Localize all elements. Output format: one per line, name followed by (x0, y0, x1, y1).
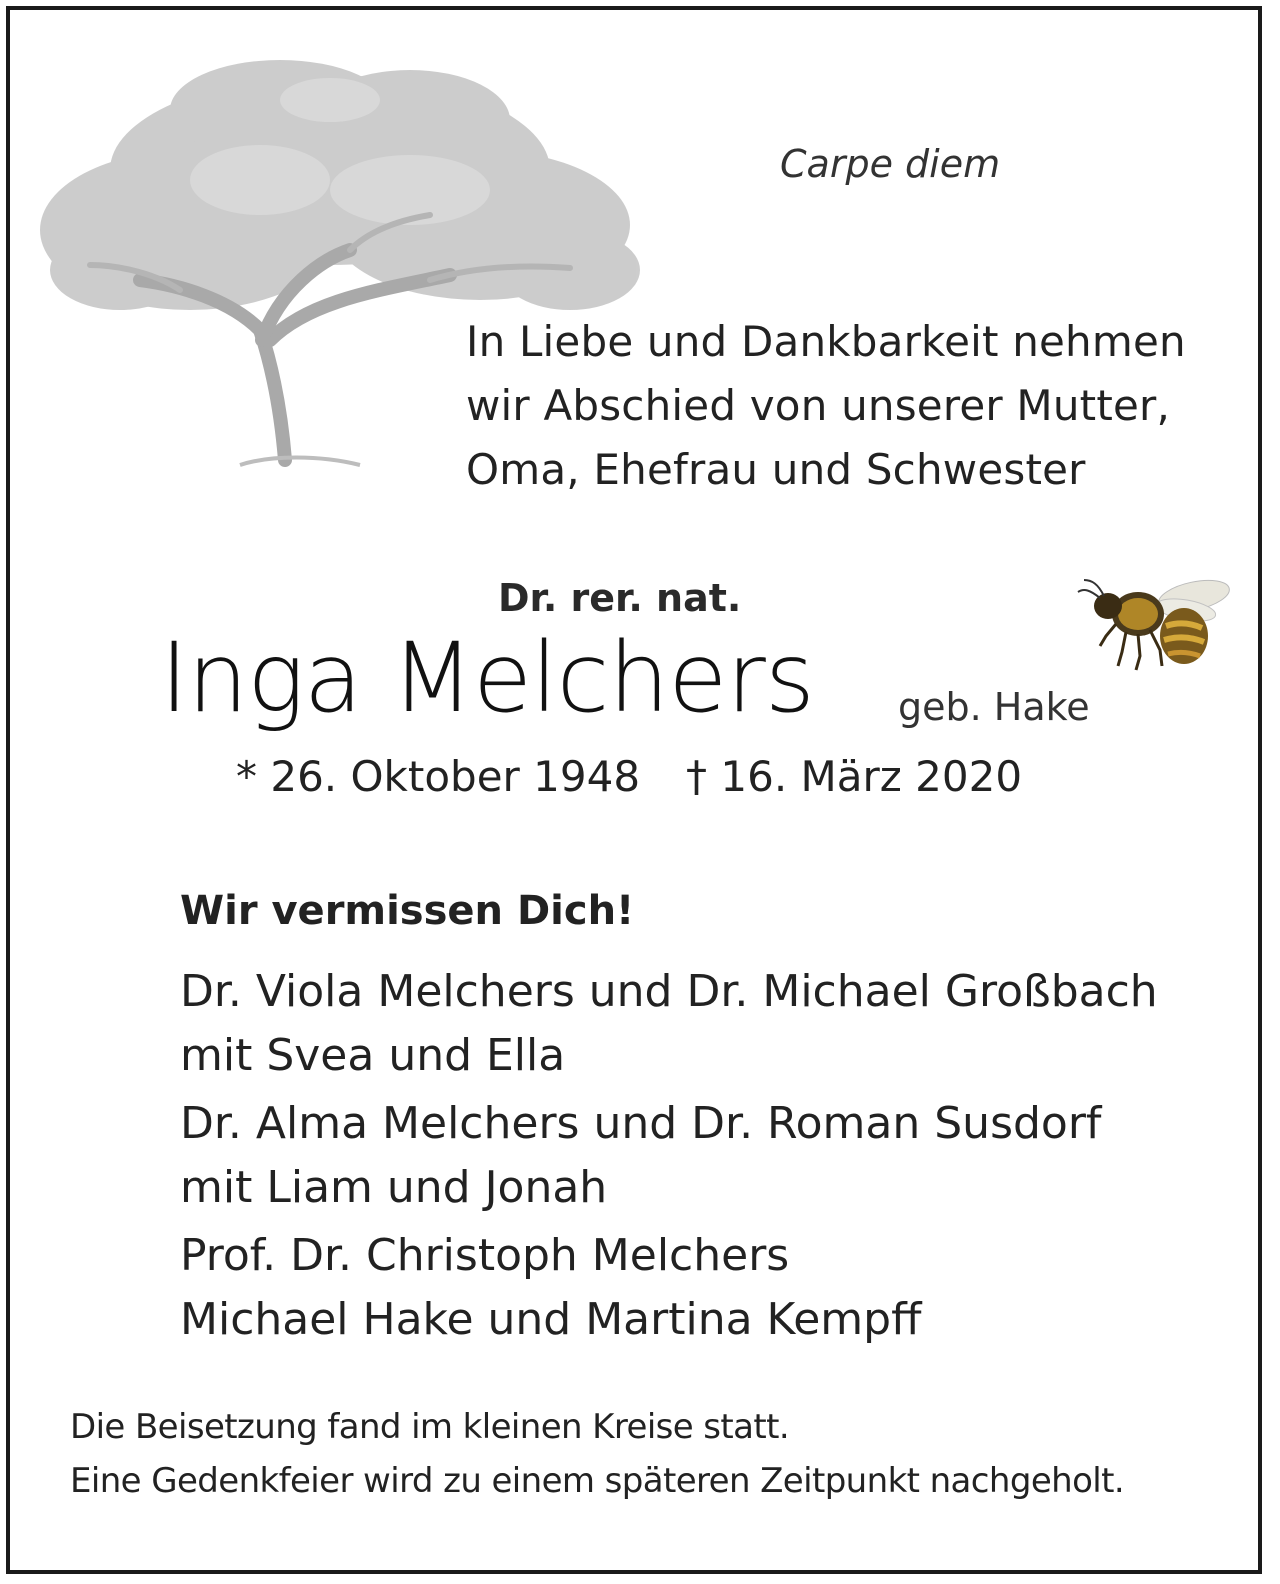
deceased-name: Inga Melchers (160, 622, 814, 734)
family-group (180, 1224, 1158, 1352)
life-dates (236, 752, 1022, 801)
miss-line: Wir vermissen Dich! (180, 888, 635, 934)
footer-line: Eine Gedenkfeier wird zu einem späteren Zeitpunkt nachgeholt. (70, 1461, 1125, 1501)
intro-line: In Liebe und Dankbarkeit nehmen (466, 317, 1186, 366)
intro-line: wir Abschied von unserer Mutter, (466, 381, 1171, 430)
birth-date: * 26. Oktober 1948 (236, 752, 641, 801)
family-line: mit Svea und Ella (180, 1030, 566, 1081)
footer-line: Die Beisetzung fand im kleinen Kreise statt. (70, 1407, 790, 1447)
family-line: Dr. Alma Melchers und Dr. Roman Susdorf (180, 1098, 1102, 1149)
family-group (180, 960, 1158, 1088)
death-date: † 16. März 2020 (686, 752, 1023, 801)
family-list (180, 960, 1158, 1352)
family-group (180, 1092, 1158, 1220)
family-line: mit Liam und Jonah (180, 1162, 608, 1213)
maiden-name: geb. Hake (898, 685, 1090, 729)
academic-title: Dr. rer. nat. (498, 576, 742, 620)
bee-illustration (1076, 566, 1236, 676)
family-line: Prof. Dr. Christoph Melchers (180, 1230, 790, 1281)
footer-note (70, 1400, 1124, 1508)
intro-text (466, 310, 1186, 502)
intro-line: Oma, Ehefrau und Schwester (466, 445, 1086, 494)
family-line: Michael Hake und Martina Kempff (180, 1294, 922, 1345)
motto: Carpe diem (780, 142, 1001, 186)
family-line: Dr. Viola Melchers und Dr. Michael Großbach (180, 966, 1158, 1017)
